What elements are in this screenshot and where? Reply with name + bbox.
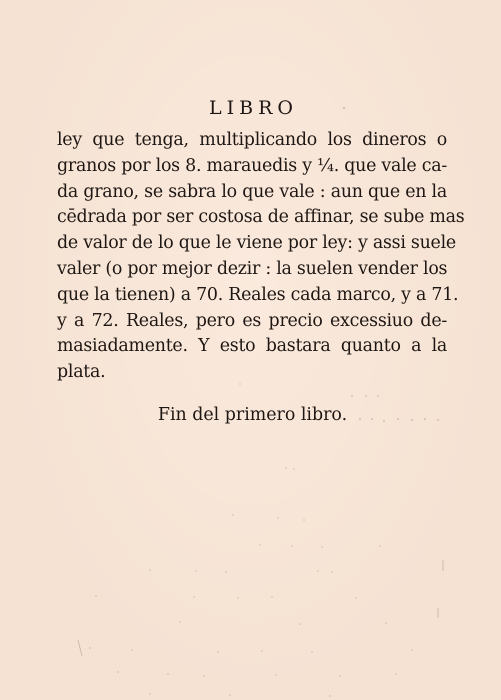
text-line: valer (o por mejor dezir : la suelen vender los	[57, 258, 448, 279]
colophon: Fin del primero libro.	[157, 405, 348, 425]
body-paragraph	[57, 128, 465, 386]
text-line: y a 72. Reales, pero es precio excessiuo de-	[57, 310, 447, 331]
text-line: masiadamente. Y esto bastara quanto a la	[57, 336, 447, 357]
text-line: plata.	[57, 362, 106, 383]
running-head: LIBRO	[209, 97, 298, 119]
text-line: da grano, se sabra lo que vale : aun que en la	[57, 181, 447, 202]
text-line: ley que tenga, multiplicando los dineros o	[57, 130, 447, 150]
text-line: de valor de lo que le viene por ley: y assi suele	[57, 233, 456, 254]
text-line: cēdrada por ser costosa de affinar, se sube mas	[57, 207, 465, 228]
text-line: que la tienen) a 70. Reales cada marco, y a 71.	[57, 284, 459, 305]
text-line: granos por los 8. marauedis y ¼. que vale ca-	[57, 155, 447, 176]
